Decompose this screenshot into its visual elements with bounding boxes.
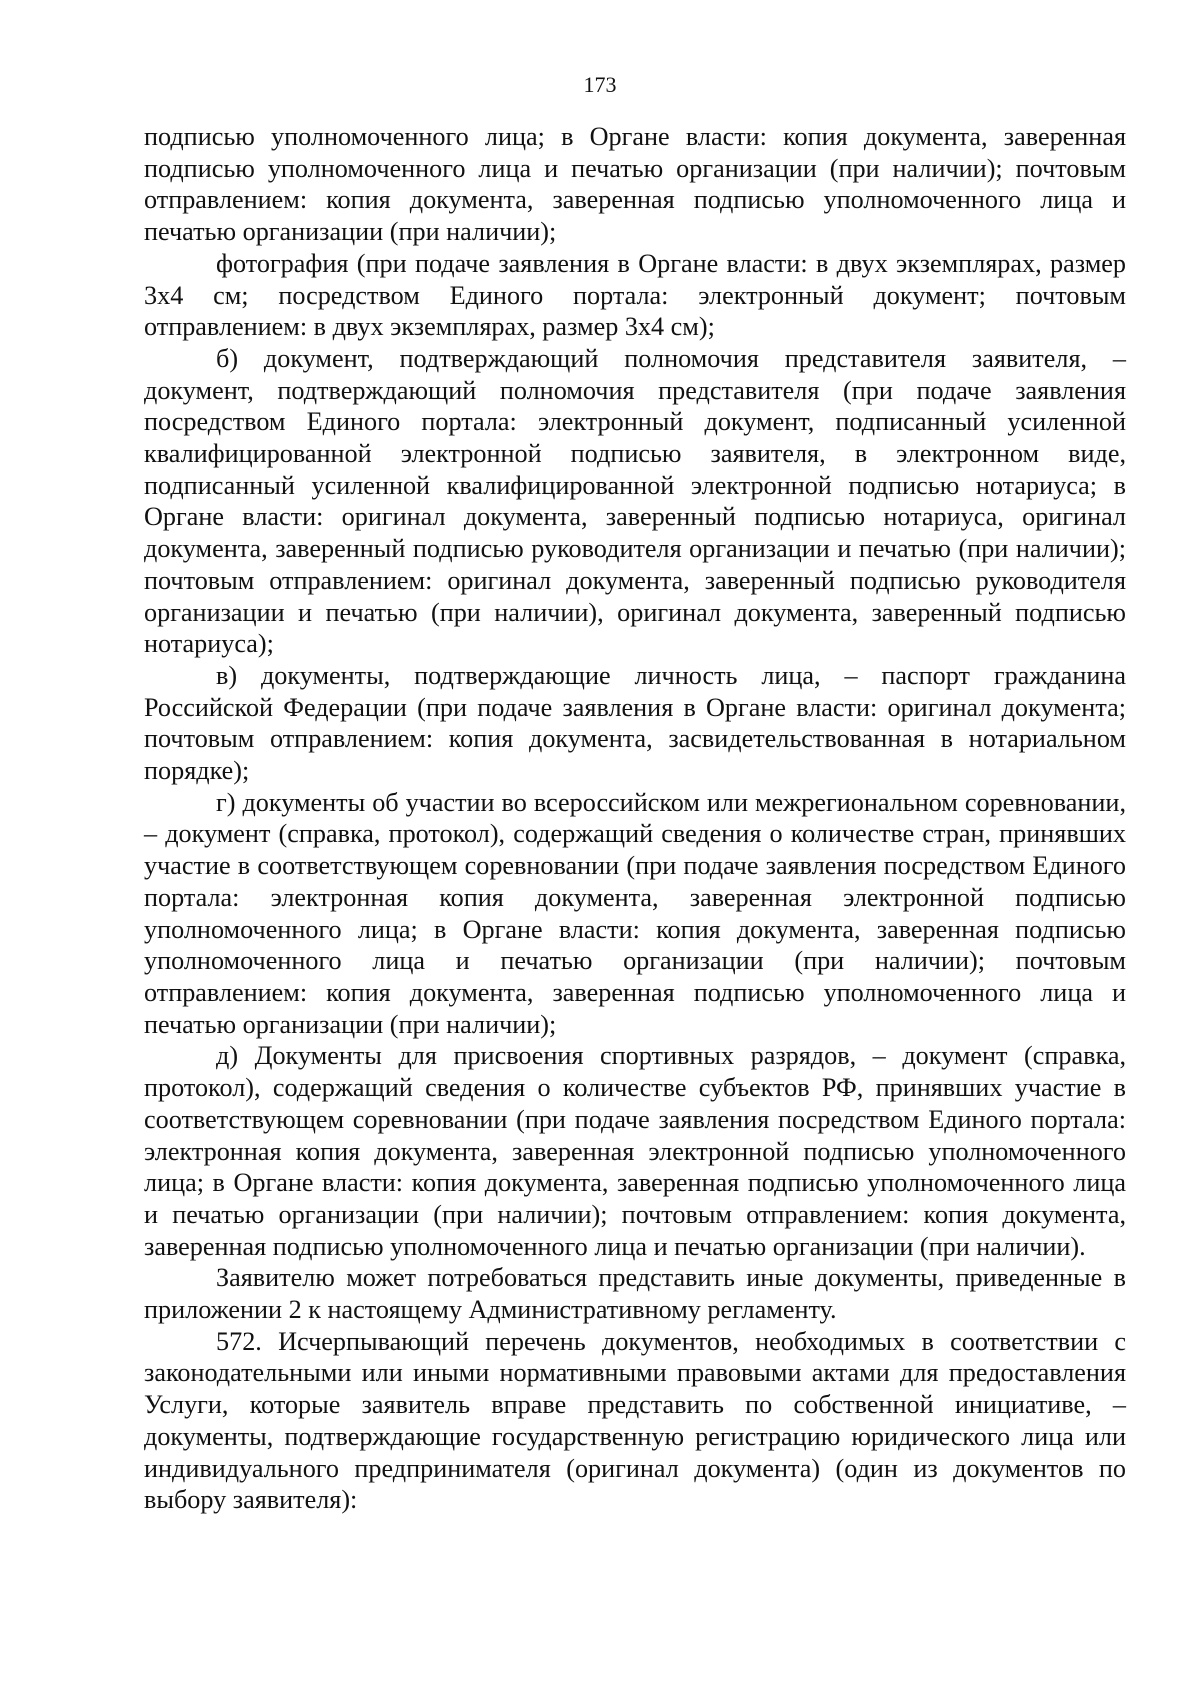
paragraph-other-documents: Заявителю может потребоваться представить иные документы, приведенные в приложении 2 к настоящему Административному регламенту. [144, 1263, 1126, 1325]
paragraph-item-g: г) документы об участии во всероссийском или межрегиональном соревновании, – документ (справка, протокол), содержащий сведения о количестве стран, принявших участие в соответствующем соревновании (при подаче заявления посредством Единого портала: электронная копия документа, заверенная электронной подписью уполномоченного лица; в Органе власти: копия документа, заверенная подписью уполномоченного лица и печатью организации (при наличии); почтовым отправлением: копия документа, заверенная подписью уполномоченного лица и печатью организации (при наличии); [144, 787, 1126, 1039]
paragraph-photo: фотография (при подаче заявления в Органе власти: в двух экземплярах, размер 3х4 см; посредством Единого портала: электронный документ; почтовым отправлением: в двух экземплярах, размер 3х4 см); [144, 248, 1126, 342]
paragraph-item-v: в) документы, подтверждающие личность лица, – паспорт гражданина Российской Федерации (при подаче заявления в Органе власти: оригинал документа; почтовым отправлением: копия документа, засвидетельствованная в нотариальном порядке); [144, 660, 1126, 786]
document-body [144, 121, 1126, 1516]
page-number: 173 [583, 72, 617, 97]
paragraph-572: 572. Исчерпывающий перечень документов, необходимых в соответствии с законодательными или иными нормативными правовыми актами для предоставления Услуги, которые заявитель вправе представить по собственной инициативе, – документы, подтверждающие государственную регистрацию юридического лица или индивидуального предпринимателя (оригинал документа) (один из документов по выбору заявителя): [144, 1326, 1126, 1515]
paragraph-item-d: д) Документы для присвоения спортивных разрядов, – документ (справка, протокол), содержащий сведения о количестве субъектов РФ, принявших участие в соответствующем соревновании (при подаче заявления посредством Единого портала: электронная копия документа, заверенная электронной подписью уполномоченного лица; в Органе власти: копия документа, заверенная подписью уполномоченного лица и печатью организации (при наличии); почтовым отправлением: копия документа, заверенная подписью уполномоченного лица и печатью организации (при наличии). [144, 1041, 1126, 1261]
paragraph-item-b: б) документ, подтверждающий полномочия представителя заявителя, – документ, подтверждающий полномочия представителя (при подаче заявления посредством Единого портала: электронный документ, подписанный усиленной квалифицированной электронной подписью заявителя, в электронном виде, подписанный усиленной квалифицированной электронной подписью нотариуса; в Органе власти: оригинал документа, заверенный подписью нотариуса, оригинал документа, заверенный подписью руководителя организации и печатью (при наличии); почтовым отправлением: оригинал документа, заверенный подписью руководителя организации и печатью (при наличии), оригинал документа, заверенный подписью нотариуса); [144, 343, 1126, 659]
paragraph-continuation: подписью уполномоченного лица; в Органе власти: копия документа, заверенная подписью уполномоченного лица и печатью организации (при наличии); почтовым отправлением: копия документа, заверенная подписью уполномоченного лица и печатью организации (при наличии); [144, 122, 1126, 247]
